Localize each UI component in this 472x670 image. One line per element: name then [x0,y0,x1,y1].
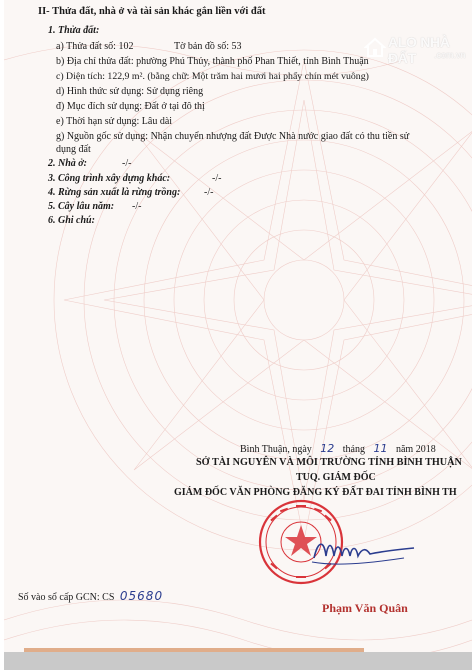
register-number: 05680 [119,589,164,603]
register-label: Số vào sổ cấp GCN: CS [18,592,115,603]
authority-line2: TUQ. GIÁM ĐỐC [296,472,376,483]
section-title: II- Thửa đất, nhà ở và tài sản khác gắn liền với đất [38,6,266,17]
date-line [240,442,436,455]
certificate-page [4,0,472,670]
forest-value: -/- [204,187,214,198]
perennial-label: 5. Cây lâu năm: [48,201,115,212]
parcel-number: a) Thửa đất số: 102 [56,41,134,52]
map-sheet-number: Tờ bản đồ số: 53 [174,41,242,52]
house-logo-icon [364,36,386,58]
usage-purpose: đ) Mục đích sử dụng: Đất ở tại đô thị [56,101,205,112]
usage-origin-line1: g) Nguồn gốc sử dụng: Nhận chuyển nhượng đất Được Nhà nước giao đất có thu tiền sử [56,131,410,142]
register-line [18,589,163,603]
usage-origin-line2: dụng đất [56,144,91,155]
construction-value: -/- [212,173,222,184]
signer-name: Phạm Văn Quân [322,601,408,615]
signature [304,532,434,572]
date-month: 11 [373,442,388,455]
date-day: 12 [320,442,335,455]
authority-line1: SỞ TÀI NGUYÊN VÀ MÔI TRƯỜNG TỈNH BÌNH THUẬN [196,457,462,468]
house-value: -/- [122,158,132,169]
date-year: năm 2018 [395,444,436,455]
usage-form: d) Hình thức sử dụng: Sử dụng riêng [56,86,204,97]
date-prefix: Bình Thuận, ngày [240,444,312,455]
house-label: 2. Nhà ở: [48,158,87,169]
usage-term: e) Thời hạn sử dụng: Lâu dài [56,116,173,127]
land-heading: 1. Thửa đất: [48,25,100,36]
date-month-label: tháng [342,444,365,455]
watermark-domain: .com.vn [434,50,466,60]
notes-label: 6. Ghi chú: [48,215,95,226]
parcel-address: b) Địa chỉ thửa đất: phường Phú Thủy, thành phố Phan Thiết, tỉnh Bình Thuận [56,56,369,67]
watermark-logo [364,34,468,64]
construction-label: 3. Công trình xây dựng khác: [48,173,171,184]
authority-line3: GIÁM ĐỐC VĂN PHÒNG ĐĂNG KÝ ĐẤT ĐAI TỈNH BÌNH TH [174,487,457,498]
forest-label: 4. Rừng sản xuất là rừng trồng: [48,187,181,198]
parcel-area: c) Diện tích: 122,9 m². (bằng chữ: Một trăm hai mươi hai phẩy chín mét vuông) [56,71,369,82]
page-footer-bar [4,652,472,670]
perennial-value: -/- [132,201,142,212]
watermark-text: ALO NHÀ ĐẤT [388,34,450,66]
